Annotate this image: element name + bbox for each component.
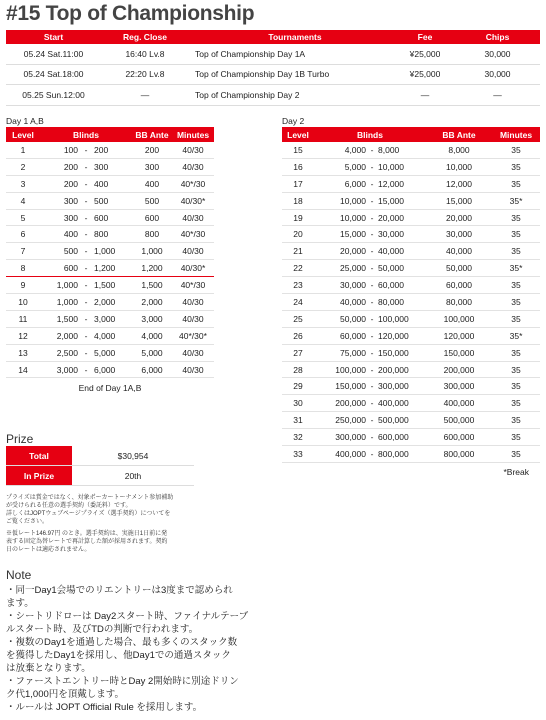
blind-level-row <box>282 327 540 344</box>
blind-level-row <box>6 260 214 277</box>
level-cell: 2 <box>6 158 40 175</box>
small-blind-cell: 200,000 <box>314 395 366 412</box>
blind-level-row <box>282 378 540 395</box>
minutes-cell: 35 <box>492 142 540 158</box>
blind-level-row <box>6 226 214 243</box>
bb-ante-cell: 60,000 <box>426 277 492 294</box>
blind-level-row <box>6 192 214 209</box>
level-cell: 3 <box>6 175 40 192</box>
small-blind-cell: 100,000 <box>314 361 366 378</box>
bb-ante-cell: 120,000 <box>426 327 492 344</box>
small-blind-cell: 150,000 <box>314 378 366 395</box>
blind-level-row <box>6 327 214 344</box>
small-blind-cell: 30,000 <box>314 277 366 294</box>
minutes-cell: 35 <box>492 361 540 378</box>
small-blind-cell: 3,000 <box>40 361 78 378</box>
minutes-cell: 40*/30 <box>172 175 214 192</box>
blind-separator: - <box>78 260 94 277</box>
page-title: #15 Top of Championship <box>6 2 255 25</box>
blind-level-row <box>282 395 540 412</box>
big-blind-cell: 150,000 <box>378 344 426 361</box>
small-blind-cell: 25,000 <box>314 260 366 277</box>
fine-print-line: 詳しくはJOPTウェブページプライズ（選手契約）についてを <box>6 511 171 517</box>
blind-level-row <box>6 310 214 327</box>
minutes-cell: 40/30 <box>172 158 214 175</box>
blind-level-row <box>6 158 214 175</box>
reg-close-cell: — <box>101 85 189 106</box>
minutes-cell: 35 <box>492 209 540 226</box>
chips-cell: — <box>455 85 540 106</box>
bb-ante-cell: 3,000 <box>132 310 172 327</box>
level-cell: 4 <box>6 192 40 209</box>
schedule-row <box>6 64 540 85</box>
big-blind-cell: 80,000 <box>378 294 426 311</box>
schedule-row <box>6 85 540 106</box>
note-body <box>6 584 276 714</box>
blind-separator: - <box>366 209 378 226</box>
day1-end-text: End of Day 1A,B <box>78 383 142 393</box>
blind-level-row <box>282 175 540 192</box>
blind-separator: - <box>78 294 94 311</box>
blind-level-row <box>282 277 540 294</box>
small-blind-cell: 200 <box>40 175 78 192</box>
note-line: ます。 <box>6 598 34 609</box>
blind-level-row <box>6 209 214 226</box>
blind-separator: - <box>366 277 378 294</box>
level-cell: 29 <box>282 378 314 395</box>
blind-separator: - <box>366 361 378 378</box>
minutes-cell: 35* <box>492 260 540 277</box>
bb-ante-cell: 1,200 <box>132 260 172 277</box>
minutes-cell: 35 <box>492 294 540 311</box>
minutes-cell: 35 <box>492 310 540 327</box>
blind-level-row <box>6 243 214 260</box>
level-cell: 31 <box>282 412 314 429</box>
level-cell: 7 <box>6 243 40 260</box>
note-line: ・シートリドローは Day2スタート時、ファイナルテーブ <box>6 611 249 622</box>
note-line: ク代1,000円を頂戴します。 <box>6 689 125 700</box>
col-header-chips: Chips <box>485 32 510 42</box>
level-cell: 19 <box>282 209 314 226</box>
minutes-cell: 40/30 <box>172 209 214 226</box>
day1-label: Day 1 A,B <box>6 116 44 126</box>
minutes-cell: 40/30 <box>172 142 214 158</box>
small-blind-cell: 20,000 <box>314 243 366 260</box>
blind-level-row <box>282 260 540 277</box>
bb-ante-cell: 500,000 <box>426 412 492 429</box>
blind-level-row <box>282 192 540 209</box>
bb-ante-cell: 300 <box>132 158 172 175</box>
bb-ante-cell: 30,000 <box>426 226 492 243</box>
blind-level-row <box>6 175 214 192</box>
blind-separator: - <box>78 209 94 226</box>
small-blind-cell: 1,500 <box>40 310 78 327</box>
blind-level-row <box>6 142 214 158</box>
start-cell: 05.24 Sat.11:00 <box>6 44 101 64</box>
big-blind-cell: 5,000 <box>94 344 132 361</box>
day2-header-bb-ante: BB Ante <box>442 129 476 140</box>
level-cell: 8 <box>6 260 40 277</box>
blind-level-row <box>6 277 214 294</box>
big-blind-cell: 800 <box>94 226 132 243</box>
day1-header-level: Level <box>12 129 34 140</box>
blind-separator: - <box>366 327 378 344</box>
minutes-cell: 35 <box>492 395 540 412</box>
big-blind-cell: 120,000 <box>378 327 426 344</box>
minutes-cell: 35 <box>492 378 540 395</box>
col-header-tournaments: Tournaments <box>268 32 322 42</box>
fee-cell: — <box>395 85 455 106</box>
blind-separator: - <box>366 175 378 192</box>
small-blind-cell: 15,000 <box>314 226 366 243</box>
blind-separator: - <box>78 310 94 327</box>
small-blind-cell: 250,000 <box>314 412 366 429</box>
minutes-cell: 40/30 <box>172 294 214 311</box>
big-blind-cell: 4,000 <box>94 327 132 344</box>
minutes-cell: 35 <box>492 243 540 260</box>
blind-level-row <box>282 412 540 429</box>
blind-separator: - <box>78 142 94 158</box>
blind-separator: - <box>366 344 378 361</box>
blind-separator: - <box>78 158 94 175</box>
small-blind-cell: 300 <box>40 192 78 209</box>
small-blind-cell: 600 <box>40 260 78 277</box>
big-blind-cell: 3,000 <box>94 310 132 327</box>
bb-ante-cell: 600,000 <box>426 429 492 446</box>
blind-separator: - <box>366 243 378 260</box>
minutes-cell: 40/30 <box>172 361 214 378</box>
blind-level-row <box>282 226 540 243</box>
blind-level-row <box>282 429 540 446</box>
blind-level-row <box>6 294 214 311</box>
level-cell: 24 <box>282 294 314 311</box>
blind-level-row <box>6 344 214 361</box>
bb-ante-cell: 300,000 <box>426 378 492 395</box>
bb-ante-cell: 600 <box>132 209 172 226</box>
big-blind-cell: 200 <box>94 142 132 158</box>
bb-ante-cell: 4,000 <box>132 327 172 344</box>
small-blind-cell: 1,000 <box>40 294 78 311</box>
small-blind-cell: 300,000 <box>314 429 366 446</box>
day1-header-bb-ante: BB Ante <box>135 129 169 140</box>
bb-ante-cell: 150,000 <box>426 344 492 361</box>
big-blind-cell: 400 <box>94 175 132 192</box>
prize-fine-print-1 <box>6 494 206 526</box>
small-blind-cell: 75,000 <box>314 344 366 361</box>
small-blind-cell: 60,000 <box>314 327 366 344</box>
bb-ante-cell: 5,000 <box>132 344 172 361</box>
small-blind-cell: 40,000 <box>314 294 366 311</box>
blind-separator: - <box>366 310 378 327</box>
big-blind-cell: 60,000 <box>378 277 426 294</box>
fine-print-line: が受けられる任意の選手契約（委託料）です。 <box>6 503 132 509</box>
small-blind-cell: 2,000 <box>40 327 78 344</box>
small-blind-cell: 4,000 <box>314 142 366 158</box>
blind-level-row <box>282 158 540 175</box>
big-blind-cell: 40,000 <box>378 243 426 260</box>
big-blind-cell: 600 <box>94 209 132 226</box>
minutes-cell: 40/30 <box>172 310 214 327</box>
level-cell: 23 <box>282 277 314 294</box>
minutes-cell: 35 <box>492 344 540 361</box>
level-cell: 6 <box>6 226 40 243</box>
note-line: ・同一Day1会場でのリエントリーは3度まで認められ <box>6 585 233 596</box>
small-blind-cell: 5,000 <box>314 158 366 175</box>
prize-total-value: $30,954 <box>72 446 194 466</box>
level-cell: 27 <box>282 344 314 361</box>
blind-separator: - <box>366 260 378 277</box>
bb-ante-cell: 20,000 <box>426 209 492 226</box>
start-cell: 05.24 Sat.18:00 <box>6 64 101 85</box>
small-blind-cell: 2,500 <box>40 344 78 361</box>
note-line: ルスタート時、及びTDの判断で行われます。 <box>6 624 199 635</box>
blind-level-row <box>282 142 540 158</box>
fine-print-line: プライズは賞金ではなく、対象ポーカートーナメント参加補助 <box>6 495 174 501</box>
bb-ante-cell: 400 <box>132 175 172 192</box>
bb-ante-cell: 12,000 <box>426 175 492 192</box>
level-cell: 25 <box>282 310 314 327</box>
blind-separator: - <box>366 446 378 463</box>
bb-ante-cell: 10,000 <box>426 158 492 175</box>
big-blind-cell: 1,500 <box>94 277 132 294</box>
day2-header-level: Level <box>287 129 309 140</box>
note-line: ・ファーストエントリー時とDay 2開始時に別途ドリン <box>6 676 239 687</box>
note-title: Note <box>6 568 32 582</box>
col-header-start: Start <box>43 32 64 42</box>
small-blind-cell: 300 <box>40 209 78 226</box>
big-blind-cell: 12,000 <box>378 175 426 192</box>
small-blind-cell: 10,000 <box>314 192 366 209</box>
small-blind-cell: 100 <box>40 142 78 158</box>
bb-ante-cell: 15,000 <box>426 192 492 209</box>
level-cell: 17 <box>282 175 314 192</box>
big-blind-cell: 6,000 <box>94 361 132 378</box>
big-blind-cell: 1,000 <box>94 243 132 260</box>
minutes-cell: 40*/30* <box>172 327 214 344</box>
level-cell: 14 <box>6 361 40 378</box>
blind-level-row <box>282 446 540 463</box>
blind-separator: - <box>78 226 94 243</box>
big-blind-cell: 100,000 <box>378 310 426 327</box>
schedule-row <box>6 44 540 64</box>
note-line: は放棄となります。 <box>6 663 91 674</box>
fine-print-line: ご覧ください。 <box>6 519 49 525</box>
small-blind-cell: 6,000 <box>314 175 366 192</box>
day2-blinds-table <box>282 127 540 463</box>
level-cell: 22 <box>282 260 314 277</box>
note-line: ・複数のDay1を通過した場合、最も多くのスタック数 <box>6 637 238 648</box>
chips-cell: 30,000 <box>455 64 540 85</box>
minutes-cell: 35 <box>492 429 540 446</box>
level-cell: 20 <box>282 226 314 243</box>
big-blind-cell: 10,000 <box>378 158 426 175</box>
level-cell: 30 <box>282 395 314 412</box>
prize-in-prize-value: 20th <box>72 466 194 486</box>
tournament-cell: Top of Championship Day 2 <box>189 85 395 106</box>
note-line: ・ルールは JOPT Official Rule を採用します。 <box>6 702 203 713</box>
big-blind-cell: 300,000 <box>378 378 426 395</box>
bb-ante-cell: 2,000 <box>132 294 172 311</box>
blind-separator: - <box>366 412 378 429</box>
minutes-cell: 35* <box>492 327 540 344</box>
col-header-fee: Fee <box>417 32 433 42</box>
blind-level-row <box>282 361 540 378</box>
day1-blinds-table <box>6 127 214 378</box>
prize-title: Prize <box>6 432 34 446</box>
big-blind-cell: 2,000 <box>94 294 132 311</box>
minutes-cell: 35* <box>492 192 540 209</box>
big-blind-cell: 50,000 <box>378 260 426 277</box>
big-blind-cell: 500,000 <box>378 412 426 429</box>
big-blind-cell: 30,000 <box>378 226 426 243</box>
minutes-cell: 40/30 <box>172 243 214 260</box>
small-blind-cell: 400,000 <box>314 446 366 463</box>
minutes-cell: 35 <box>492 158 540 175</box>
day2-header-blinds: Blinds <box>357 129 383 140</box>
level-cell: 32 <box>282 429 314 446</box>
blind-level-row <box>282 344 540 361</box>
fine-print-line: 表する固定為替レートで再計算した額が採用されます。契約 <box>6 539 168 545</box>
day1-header-minutes: Minutes <box>176 129 210 140</box>
tournament-cell: Top of Championship Day 1A <box>189 44 395 64</box>
minutes-cell: 40*/30 <box>172 277 214 294</box>
blind-separator: - <box>366 429 378 446</box>
level-cell: 28 <box>282 361 314 378</box>
big-blind-cell: 8,000 <box>378 142 426 158</box>
minutes-cell: 35 <box>492 226 540 243</box>
minutes-cell: 35 <box>492 412 540 429</box>
chips-cell: 30,000 <box>455 44 540 64</box>
bb-ante-cell: 80,000 <box>426 294 492 311</box>
reg-close-cell: 16:40 Lv.8 <box>101 44 189 64</box>
break-note: *Break <box>503 467 529 477</box>
level-cell: 1 <box>6 142 40 158</box>
blind-level-row <box>282 209 540 226</box>
blind-separator: - <box>78 243 94 260</box>
blind-separator: - <box>78 192 94 209</box>
tournament-cell: Top of Championship Day 1B Turbo <box>189 64 395 85</box>
start-cell: 05.25 Sun.12:00 <box>6 85 101 106</box>
blind-separator: - <box>366 158 378 175</box>
bb-ante-cell: 1,000 <box>132 243 172 260</box>
bb-ante-cell: 500 <box>132 192 172 209</box>
big-blind-cell: 1,200 <box>94 260 132 277</box>
level-cell: 12 <box>6 327 40 344</box>
bb-ante-cell: 8,000 <box>426 142 492 158</box>
note-line: を獲得したDay1を採用し、他Day1での通過スタック <box>6 650 231 661</box>
blind-level-row <box>282 310 540 327</box>
big-blind-cell: 400,000 <box>378 395 426 412</box>
level-cell: 10 <box>6 294 40 311</box>
small-blind-cell: 500 <box>40 243 78 260</box>
big-blind-cell: 500 <box>94 192 132 209</box>
level-cell: 15 <box>282 142 314 158</box>
blind-level-row <box>6 361 214 378</box>
day2-header-minutes: Minutes <box>499 129 533 140</box>
blind-separator: - <box>78 361 94 378</box>
level-cell: 33 <box>282 446 314 463</box>
level-cell: 18 <box>282 192 314 209</box>
bb-ante-cell: 40,000 <box>426 243 492 260</box>
blind-separator: - <box>78 277 94 294</box>
blind-separator: - <box>366 378 378 395</box>
prize-total-label: Total <box>6 446 72 466</box>
bb-ante-cell: 1,500 <box>132 277 172 294</box>
big-blind-cell: 600,000 <box>378 429 426 446</box>
big-blind-cell: 15,000 <box>378 192 426 209</box>
schedule-table <box>6 30 540 106</box>
level-cell: 9 <box>6 277 40 294</box>
level-cell: 26 <box>282 327 314 344</box>
small-blind-cell: 1,000 <box>40 277 78 294</box>
blind-level-row <box>282 294 540 311</box>
minutes-cell: 40*/30 <box>172 226 214 243</box>
minutes-cell: 35 <box>492 175 540 192</box>
blind-separator: - <box>78 327 94 344</box>
level-cell: 21 <box>282 243 314 260</box>
small-blind-cell: 50,000 <box>314 310 366 327</box>
bb-ante-cell: 6,000 <box>132 361 172 378</box>
prize-in-prize-label: In Prize <box>6 466 72 486</box>
fee-cell: ¥25,000 <box>395 64 455 85</box>
blind-separator: - <box>366 142 378 158</box>
prize-fine-print-2 <box>6 530 206 554</box>
bb-ante-cell: 400,000 <box>426 395 492 412</box>
bb-ante-cell: 200,000 <box>426 361 492 378</box>
small-blind-cell: 10,000 <box>314 209 366 226</box>
fee-cell: ¥25,000 <box>395 44 455 64</box>
day2-label: Day 2 <box>282 116 305 126</box>
fine-print-line: 日のレートは適応されません。 <box>6 547 91 553</box>
blind-separator: - <box>78 344 94 361</box>
minutes-cell: 40/30* <box>172 260 214 277</box>
big-blind-cell: 300 <box>94 158 132 175</box>
minutes-cell: 35 <box>492 277 540 294</box>
big-blind-cell: 800,000 <box>378 446 426 463</box>
small-blind-cell: 400 <box>40 226 78 243</box>
level-cell: 5 <box>6 209 40 226</box>
big-blind-cell: 20,000 <box>378 209 426 226</box>
fine-print-line: ※仮レート146.97円 のとき。選手契約は、実施日1日前に発 <box>6 531 168 537</box>
blind-level-row <box>282 243 540 260</box>
blind-separator: - <box>366 395 378 412</box>
small-blind-cell: 200 <box>40 158 78 175</box>
minutes-cell: 40/30* <box>172 192 214 209</box>
blind-separator: - <box>366 226 378 243</box>
bb-ante-cell: 800 <box>132 226 172 243</box>
bb-ante-cell: 100,000 <box>426 310 492 327</box>
blind-separator: - <box>366 192 378 209</box>
bb-ante-cell: 800,000 <box>426 446 492 463</box>
prize-table <box>6 446 194 486</box>
level-cell: 11 <box>6 310 40 327</box>
blind-separator: - <box>78 175 94 192</box>
minutes-cell: 40/30 <box>172 344 214 361</box>
minutes-cell: 35 <box>492 446 540 463</box>
blind-separator: - <box>366 294 378 311</box>
bb-ante-cell: 50,000 <box>426 260 492 277</box>
level-cell: 16 <box>282 158 314 175</box>
big-blind-cell: 200,000 <box>378 361 426 378</box>
reg-close-cell: 22:20 Lv.8 <box>101 64 189 85</box>
day1-header-blinds: Blinds <box>73 129 99 140</box>
level-cell: 13 <box>6 344 40 361</box>
col-header-reg-close: Reg. Close <box>123 32 167 42</box>
bb-ante-cell: 200 <box>132 142 172 158</box>
